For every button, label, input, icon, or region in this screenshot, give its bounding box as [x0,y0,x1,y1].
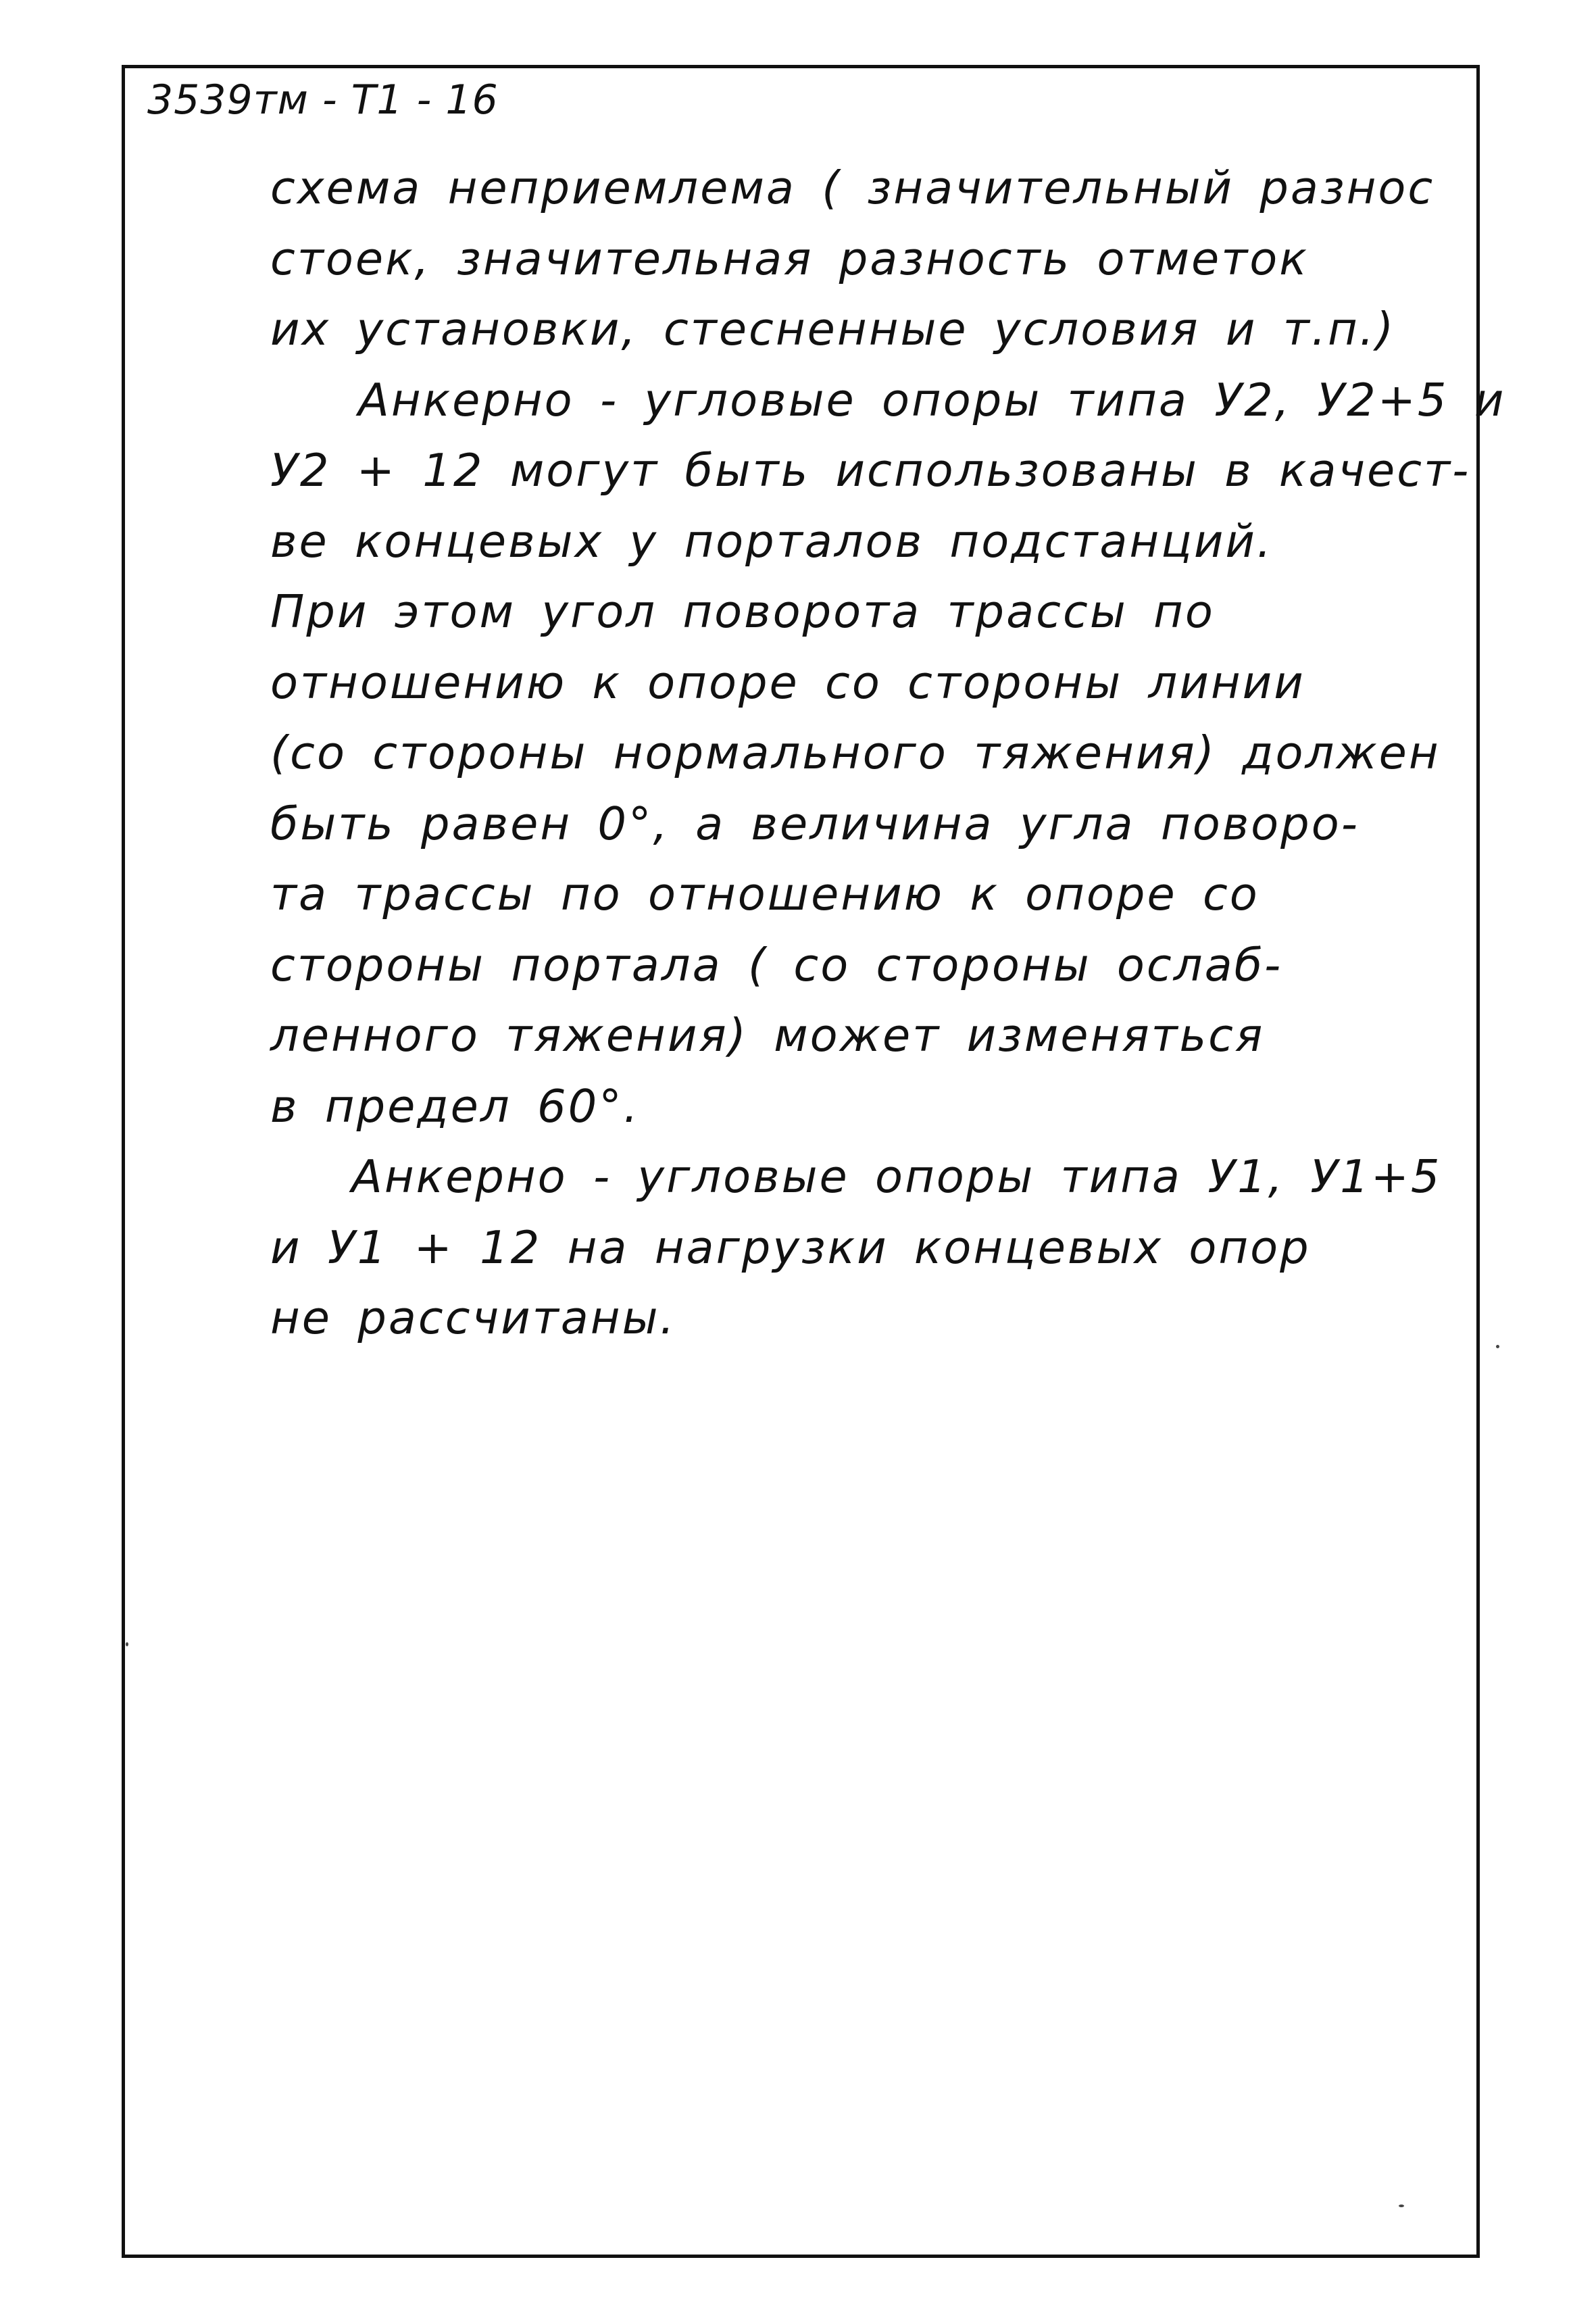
text-line-16: и У1 + 12 на нагрузки концевых опор [270,1221,1311,1274]
text-line-17: не рассчитаны. [270,1291,676,1344]
text-line-1: схема неприемлема ( значительный разнос [270,162,1435,214]
document-code: 3539тм - Т1 - 16 [147,76,499,124]
text-line-7: При этом угол поворота трассы по [270,585,1215,638]
text-line-10: быть равен 0°, а величина угла поворо- [270,797,1360,850]
text-line-2: стоек, значительная разность отметок [270,232,1309,285]
text-line-4: Анкерно - угловые опоры типа У2, У2+5 и [358,373,1506,426]
scan-speck [1496,1345,1499,1348]
text-line-11: та трассы по отношению к опоре со [270,868,1260,920]
text-line-6: ве концевых у порталов подстанций. [270,514,1274,568]
scan-speck [1399,2205,1404,2207]
text-line-13: ленного тяжения) может изменяться [270,1009,1265,1062]
text-line-12: стороны портала ( со стороны ослаб- [270,938,1283,991]
text-line-9: (со стороны нормального тяжения) должен [270,727,1441,779]
text-line-3: их установки, стесненные условия и т.п.) [270,303,1396,355]
text-line-15: Анкерно - угловые опоры типа У1, У1+5 [351,1150,1442,1203]
text-line-5: У2 + 12 могут быть использованы в качест- [270,444,1471,497]
text-line-8: отношению к опоре со стороны линии [270,656,1305,709]
document-body [270,153,1506,1354]
text-line-14: в предел 60°. [270,1079,641,1133]
scan-speck [126,1642,128,1646]
